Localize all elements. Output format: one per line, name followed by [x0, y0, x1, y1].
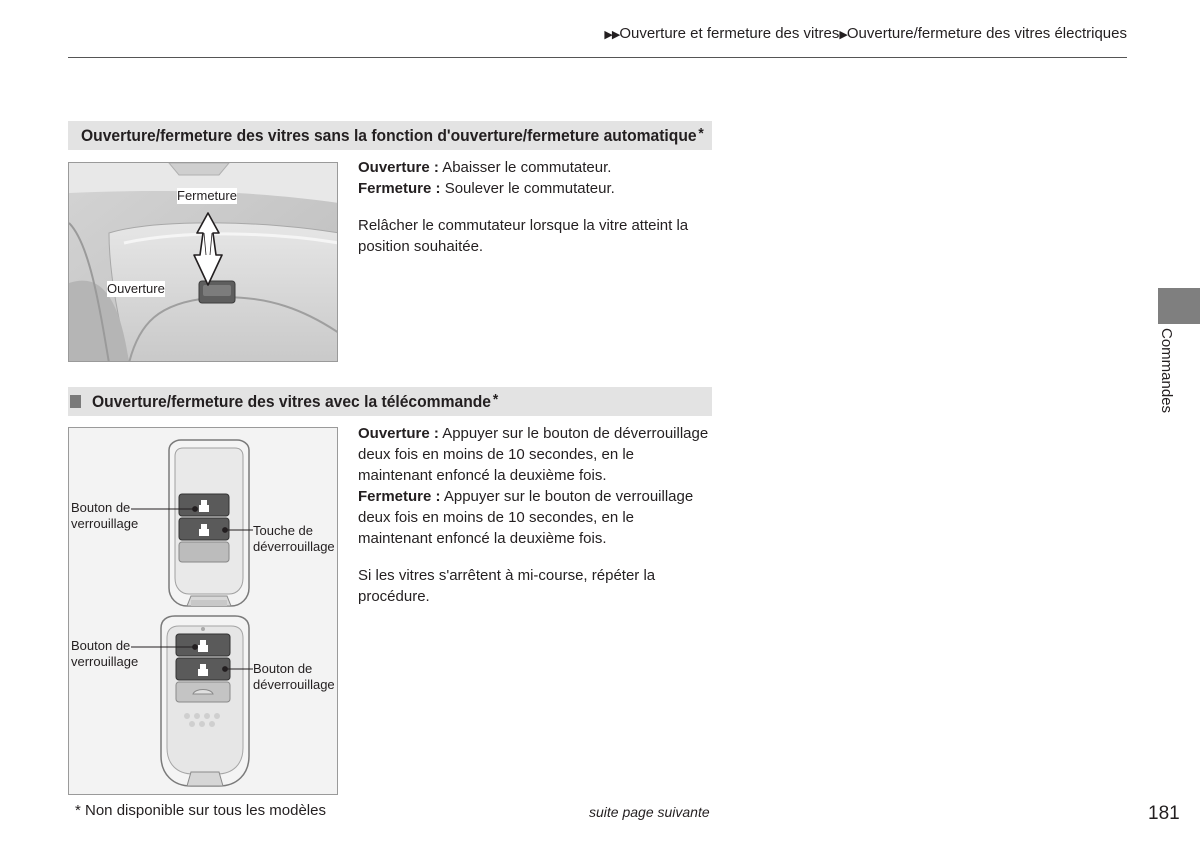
open-label-remote: Ouverture :	[358, 425, 439, 442]
close-label: Fermeture :	[358, 180, 441, 197]
open-label: Ouverture :	[358, 159, 439, 176]
section1-header	[68, 121, 712, 150]
section2-note: Si les vitres s'arrêtent à mi-course, répéter la procédure.	[358, 567, 656, 605]
header-divider	[68, 57, 1127, 58]
continued-label: suite page suivante	[589, 804, 710, 820]
close-text-remote: Appuyer sur le bouton de verrouillage deux fois en moins de 10 secondes, en le maintenant enfoncé la deuxième fois.	[358, 488, 694, 547]
label-key1-unlock: Touche de déverrouillage	[253, 523, 335, 554]
breadcrumb-level2[interactable]: Ouverture/fermeture des vitres électriques	[846, 25, 1127, 42]
section1-title: Ouverture/fermeture des vitres sans la fonction d'ouverture/fermeture automatique *	[81, 124, 704, 145]
section1-body	[358, 157, 718, 257]
breadcrumb-marker: ▶▶	[604, 29, 620, 41]
section-square-icon	[70, 395, 81, 408]
label-open: Ouverture	[107, 281, 165, 296]
open-text-remote: Appuyer sur le bouton de déverrouillage deux fois en moins de 10 secondes, en le maintenant enfoncé la deuxième fois.	[358, 425, 709, 484]
label-key2-lock: Bouton de verrouillage	[71, 638, 139, 669]
breadcrumb-separator: ▶	[839, 29, 847, 41]
section1-note: Relâcher le commutateur lorsque la vitre atteint la position souhaitée.	[358, 217, 689, 255]
label-key2-unlock: Bouton de déverrouillage	[253, 661, 335, 692]
footnote: * Non disponible sur tous les modèles	[75, 802, 326, 819]
close-text: Soulever le commutateur.	[440, 180, 615, 197]
breadcrumb-level1[interactable]: Ouverture et fermeture des vitres	[619, 25, 840, 42]
page-number: 181	[1148, 803, 1180, 824]
window-switch-figure	[68, 162, 338, 362]
remote-key-illustration	[69, 428, 338, 795]
chapter-tab[interactable]	[1158, 288, 1200, 324]
breadcrumb	[604, 25, 1127, 42]
chapter-tab-label: Commandes	[1158, 328, 1175, 414]
close-label-remote: Fermeture :	[358, 488, 441, 505]
flip-key-icon	[169, 440, 249, 606]
open-text: Abaisser le commutateur.	[438, 159, 612, 176]
label-key1-lock: Bouton de verrouillage	[71, 500, 139, 531]
remote-key-figure	[68, 427, 338, 795]
section2-title: Ouverture/fermeture des vitres avec la télécommande *	[92, 390, 499, 411]
smart-key-icon	[161, 616, 249, 786]
section2-header	[68, 387, 712, 416]
section2-body	[358, 423, 710, 607]
label-close: Fermeture	[177, 188, 237, 203]
